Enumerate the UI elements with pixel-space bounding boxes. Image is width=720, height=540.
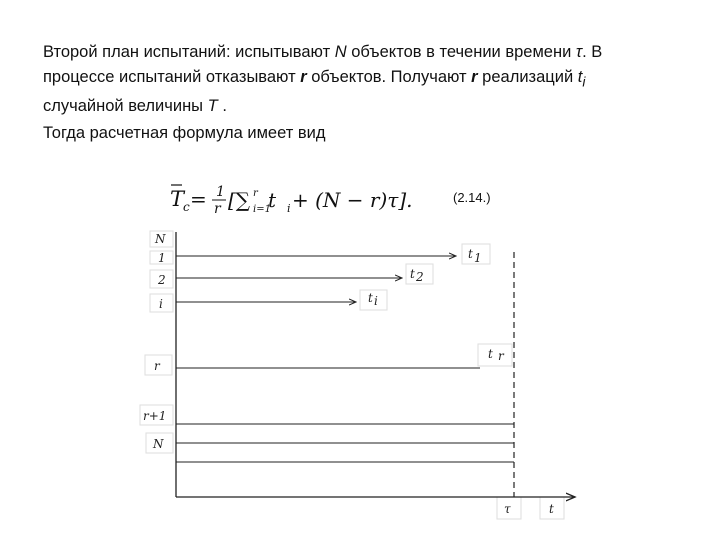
formula-sum: [∑ — [228, 188, 251, 212]
text-var-n: N — [334, 43, 347, 61]
formula-frac-den: r — [214, 201, 221, 217]
label-t2: t — [410, 267, 415, 281]
label-tr: t — [488, 347, 493, 361]
text-var-T: T — [207, 97, 218, 116]
label-r: r — [154, 359, 160, 373]
text-span: объектов. Получают — [306, 67, 472, 86]
text-span: процессе испытаний отказывают — [43, 67, 301, 86]
formula-frac-num: 1 — [216, 184, 225, 200]
text-var-r: r — [300, 67, 307, 86]
label-N: N — [155, 232, 166, 246]
label-2: 2 — [158, 273, 166, 287]
label-box — [478, 344, 512, 366]
text-span: . — [217, 97, 227, 116]
text-span: Второй план испытаний: испытывают — [43, 43, 335, 61]
formula-lhs: T — [170, 187, 185, 211]
label-i: i — [159, 297, 163, 311]
equation-number: (2.14.) — [453, 190, 491, 205]
label-t2-sub: 2 — [416, 270, 424, 284]
label-t1: t — [468, 247, 473, 261]
text-line-4: Тогда расчетная формула имеет вид — [43, 123, 326, 142]
text-var-tau: τ — [575, 43, 583, 61]
formula — [170, 184, 491, 217]
formula-t-sub: i — [287, 202, 291, 215]
label-tr-sub: r — [498, 349, 504, 363]
label-tau: τ — [504, 502, 511, 516]
label-ti: t — [368, 291, 373, 305]
formula-rest: + (N − r)τ]. — [292, 188, 413, 212]
formula-sum-top: r — [253, 188, 258, 199]
text-var-t: t — [577, 67, 583, 86]
label-axis-t: t — [549, 502, 554, 516]
label-r-plus-1: r+1 — [143, 409, 167, 423]
text-sub-i: i — [582, 73, 586, 89]
text-var-r: r — [471, 67, 478, 86]
text-span: случайной величины — [43, 97, 208, 116]
label-N-bottom: N — [153, 437, 164, 451]
formula-lhs-sub: c — [183, 200, 190, 214]
formula-t: t — [268, 188, 277, 212]
label-1: 1 — [158, 251, 166, 265]
label-t1-sub: 1 — [474, 251, 482, 265]
text-span: . В — [582, 43, 603, 61]
text-span: объектов в течении времени — [346, 43, 576, 61]
formula-sum-bottom: i=1 — [253, 204, 271, 215]
text-span: реализаций — [477, 67, 578, 86]
formula-equals: = — [190, 187, 207, 211]
label-ti-sub: i — [374, 294, 378, 308]
